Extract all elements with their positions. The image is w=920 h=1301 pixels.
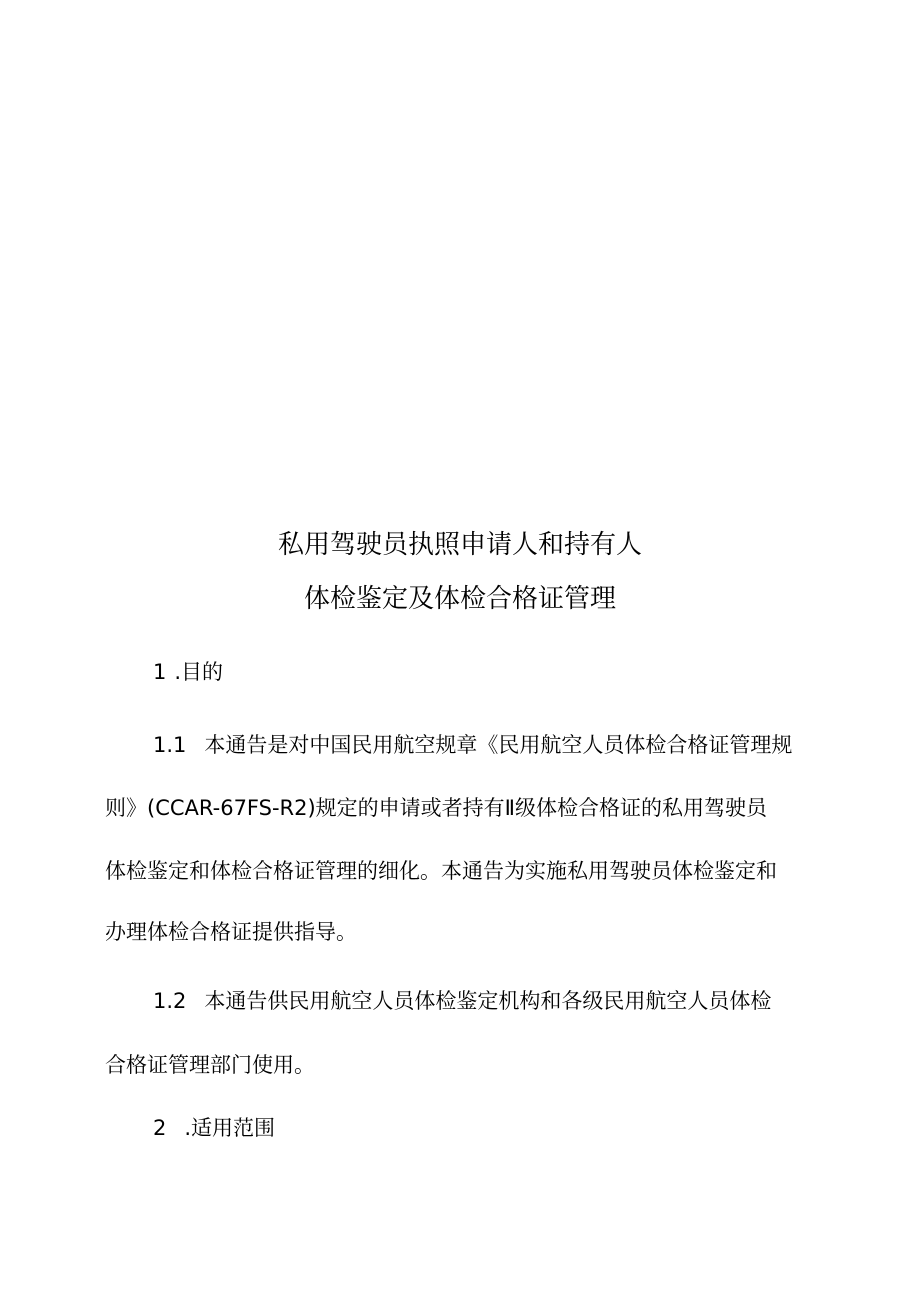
paragraph-1-1-line-4: 办理体检合格证提供指导。 (105, 920, 357, 944)
paragraph-1-1-number: 1.1 (153, 733, 187, 757)
section-2-heading (153, 1112, 873, 1142)
paragraph-1-2-text-1: 本通告供民用航空人员体检鉴定机构和各级民用航空人员体检 (204, 989, 772, 1013)
document-title-line-1: 私用驾驶员执照申请人和持有人 (277, 530, 642, 560)
paragraph-1-1-line-1 (153, 729, 873, 759)
section-2-heading-text: .适用范围 (184, 1116, 276, 1140)
document-title-line-2: 体检鉴定及体检合格证管理 (303, 584, 616, 614)
paragraph-1-2-number: 1.2 (153, 989, 187, 1013)
section-1-heading (153, 656, 873, 686)
paragraph-1-1-line-3: 体检鉴定和体检合格证管理的细化。本通告为实施私用驾驶员体检鉴定和 (105, 859, 777, 883)
paragraph-1-2-line-2: 合格证管理部门使用。 (105, 1053, 315, 1077)
section-2-number: 2 (153, 1116, 167, 1140)
section-1-heading-text: .目的 (174, 660, 224, 684)
paragraph-1-2-line-1 (153, 985, 873, 1015)
paragraph-1-1-text-1: 本通告是对中国民用航空规章《民用航空人员体检合格证管理规 (204, 733, 793, 757)
section-1-number: 1 (153, 660, 167, 684)
paragraph-1-1-line-2: 则》(CCAR-67FS-R2)规定的申请或者持有Ⅱ级体检合格证的私用驾驶员 (105, 796, 768, 820)
